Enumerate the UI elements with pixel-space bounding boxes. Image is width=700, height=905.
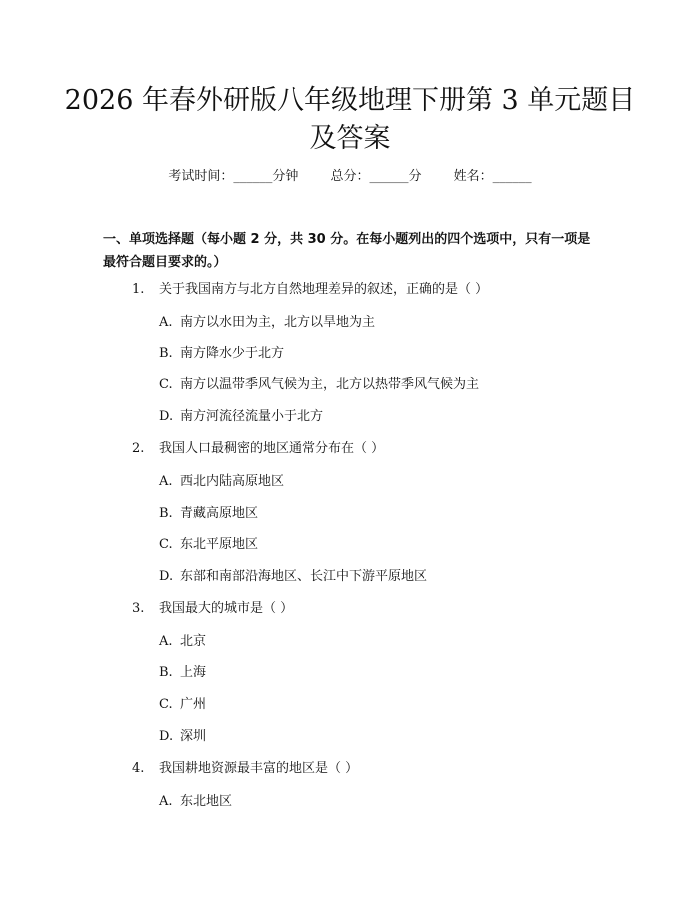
option-letter: B. <box>159 346 173 361</box>
option-text: 东北平原地区 <box>180 537 259 552</box>
question-3 <box>132 600 293 618</box>
question-1-option-b <box>159 345 284 363</box>
exam-meta <box>0 168 700 186</box>
question-2-option-c <box>159 536 258 554</box>
question-2-option-b <box>159 505 258 523</box>
question-number: 1. <box>132 282 145 297</box>
option-letter: A. <box>159 794 173 809</box>
document-title: 2026 年春外研版八年级地理下册第 3 单元题目及答案 <box>64 85 636 154</box>
question-1-option-d <box>159 408 323 426</box>
option-letter: A. <box>159 634 173 649</box>
option-letter: A. <box>159 474 173 489</box>
question-2-option-d <box>159 568 427 586</box>
question-3-option-b <box>159 664 206 682</box>
option-letter: D. <box>159 729 174 744</box>
option-text: 深圳 <box>180 729 207 744</box>
section-heading: 一、单项选择题（每小题 2 分，共 30 分。在每小题列出的四个选项中，只有一项是最符合题目要求的。） <box>103 232 591 270</box>
option-letter: B. <box>159 665 173 680</box>
option-letter: A. <box>159 315 173 330</box>
option-text: 南方以温带季风气候为主，北方以热带季风气候为主 <box>180 377 480 392</box>
question-4-option-a <box>159 793 232 811</box>
question-3-option-a <box>159 633 206 651</box>
question-number: 3. <box>132 601 145 616</box>
question-number: 4. <box>132 761 145 776</box>
question-3-option-d <box>159 728 206 746</box>
option-text: 广州 <box>180 697 207 712</box>
question-1-option-a <box>159 314 375 332</box>
option-text: 南方降水少于北方 <box>180 346 285 361</box>
question-1 <box>132 281 488 299</box>
option-text: 北京 <box>180 634 207 649</box>
option-letter: C. <box>159 537 173 552</box>
question-1-option-c <box>159 376 479 394</box>
total-score-label: 总分：______分 <box>330 169 422 184</box>
option-text: 南方以水田为主，北方以旱地为主 <box>180 315 376 330</box>
option-letter: D. <box>159 569 174 584</box>
option-text: 青藏高原地区 <box>180 506 259 521</box>
option-text: 上海 <box>180 665 207 680</box>
question-2 <box>132 440 384 458</box>
question-2-option-a <box>159 473 284 491</box>
question-4 <box>132 760 358 778</box>
option-text: 东北地区 <box>180 794 233 809</box>
option-text: 南方河流径流量小于北方 <box>180 409 324 424</box>
option-letter: C. <box>159 377 173 392</box>
student-name-label: 姓名：______ <box>453 169 532 184</box>
question-stem: 我国人口最稠密的地区通常分布在（ ） <box>159 441 385 456</box>
option-text: 西北内陆高原地区 <box>180 474 285 489</box>
option-letter: B. <box>159 506 173 521</box>
exam-time-label: 考试时间：______分钟 <box>168 169 299 184</box>
option-text: 东部和南部沿海地区、长江中下游平原地区 <box>180 569 428 584</box>
option-letter: D. <box>159 409 174 424</box>
question-stem: 我国耕地资源最丰富的地区是（ ） <box>159 761 359 776</box>
question-stem: 关于我国南方与北方自然地理差异的叙述，正确的是（ ） <box>159 282 489 297</box>
question-3-option-c <box>159 696 206 714</box>
question-number: 2. <box>132 441 145 456</box>
option-letter: C. <box>159 697 173 712</box>
question-stem: 我国最大的城市是（ ） <box>159 601 294 616</box>
